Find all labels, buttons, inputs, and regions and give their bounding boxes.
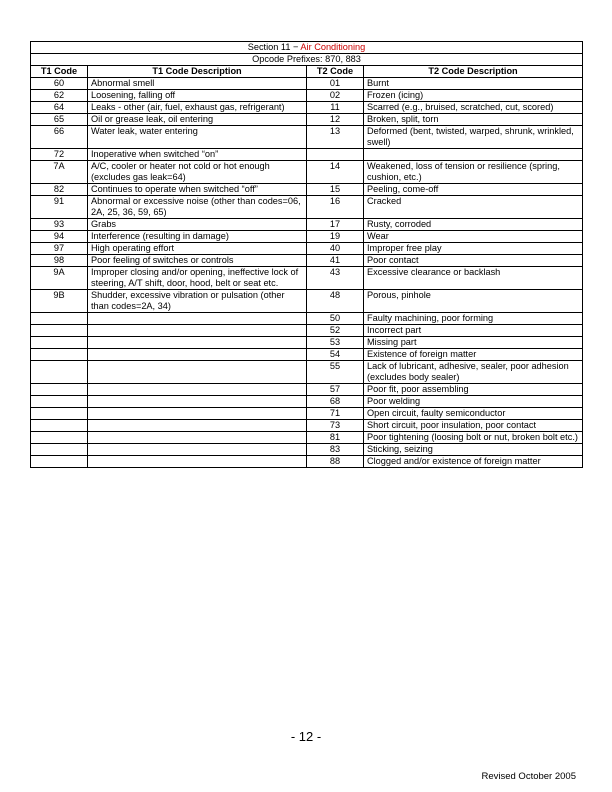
t2-description-cell <box>364 149 583 161</box>
table-row <box>31 184 583 196</box>
t1-description-cell: Shudder, excessive vibration or pulsation (other than codes=2A, 34) <box>88 290 307 313</box>
t2-description-cell: Wear <box>364 231 583 243</box>
table-row <box>31 432 583 444</box>
t2-description-cell: Weakened, loss of tension or resilience (spring, cushion, etc.) <box>364 161 583 184</box>
header-t1-code: T1 Code <box>31 66 88 78</box>
t1-code-cell: 62 <box>31 90 88 102</box>
revised-date: Revised October 2005 <box>481 771 576 782</box>
t2-description-cell: Cracked <box>364 196 583 219</box>
section-title <box>31 42 583 54</box>
t2-description-cell: Faulty machining, poor forming <box>364 313 583 325</box>
t1-code-cell: 66 <box>31 126 88 149</box>
t2-code-cell: 17 <box>307 219 364 231</box>
t1-description-cell: A/C, cooler or heater not cold or hot enough (excludes gas leak=64) <box>88 161 307 184</box>
table-row <box>31 444 583 456</box>
column-header-row <box>31 66 583 78</box>
t2-code-cell: 19 <box>307 231 364 243</box>
t2-description-cell: Poor fit, poor assembling <box>364 384 583 396</box>
table-row <box>31 361 583 384</box>
t2-code-cell: 54 <box>307 349 364 361</box>
t1-code-cell <box>31 456 88 468</box>
section-prefix: Section 11 − <box>247 42 301 52</box>
t2-description-cell: Incorrect part <box>364 325 583 337</box>
t1-code-cell: 9B <box>31 290 88 313</box>
t2-code-cell: 71 <box>307 408 364 420</box>
table-row <box>31 456 583 468</box>
t2-code-cell: 02 <box>307 90 364 102</box>
t2-code-cell: 73 <box>307 420 364 432</box>
table-body <box>31 78 583 468</box>
table-row <box>31 267 583 290</box>
t1-code-cell <box>31 325 88 337</box>
t1-description-cell: Abnormal or excessive noise (other than codes=06, 2A, 25, 36, 59, 65) <box>88 196 307 219</box>
t2-description-cell: Clogged and/or existence of foreign matter <box>364 456 583 468</box>
header-t2-code: T2 Code <box>307 66 364 78</box>
t1-code-cell: 98 <box>31 255 88 267</box>
t1-description-cell <box>88 325 307 337</box>
t2-description-cell: Poor contact <box>364 255 583 267</box>
t1-code-cell <box>31 408 88 420</box>
t1-code-cell: 60 <box>31 78 88 90</box>
t2-code-cell: 55 <box>307 361 364 384</box>
t2-code-cell: 13 <box>307 126 364 149</box>
section-name: Air Conditioning <box>300 42 366 52</box>
t1-description-cell <box>88 361 307 384</box>
t1-description-cell: Grabs <box>88 219 307 231</box>
table-row <box>31 313 583 325</box>
table-row <box>31 290 583 313</box>
section-title-row <box>31 42 583 54</box>
t2-description-cell: Lack of lubricant, adhesive, sealer, poor adhesion (excludes body sealer) <box>364 361 583 384</box>
table-row <box>31 161 583 184</box>
t2-code-cell: 57 <box>307 384 364 396</box>
t1-code-cell: 72 <box>31 149 88 161</box>
t1-code-cell: 97 <box>31 243 88 255</box>
t2-code-cell: 12 <box>307 114 364 126</box>
t2-description-cell: Poor welding <box>364 396 583 408</box>
t1-description-cell <box>88 408 307 420</box>
header-t2-description: T2 Code Description <box>364 66 583 78</box>
t1-code-cell <box>31 337 88 349</box>
t1-description-cell: High operating effort <box>88 243 307 255</box>
header-t1-description: T1 Code Description <box>88 66 307 78</box>
t2-description-cell: Missing part <box>364 337 583 349</box>
t2-description-cell: Porous, pinhole <box>364 290 583 313</box>
t1-description-cell: Water leak, water entering <box>88 126 307 149</box>
t1-description-cell <box>88 396 307 408</box>
table-row <box>31 196 583 219</box>
table-row <box>31 396 583 408</box>
table-row <box>31 126 583 149</box>
t1-description-cell: Improper closing and/or opening, ineffective lock of steering, A/T shift, door, hood, belt or seat etc. <box>88 267 307 290</box>
t1-code-cell <box>31 396 88 408</box>
table-row <box>31 231 583 243</box>
code-table <box>30 41 583 468</box>
t1-description-cell <box>88 384 307 396</box>
t1-description-cell: Poor feeling of switches or controls <box>88 255 307 267</box>
t1-description-cell: Loosening, falling off <box>88 90 307 102</box>
t1-description-cell <box>88 432 307 444</box>
t2-code-cell: 16 <box>307 196 364 219</box>
t1-code-cell: 64 <box>31 102 88 114</box>
t1-code-cell <box>31 432 88 444</box>
t2-description-cell: Short circuit, poor insulation, poor contact <box>364 420 583 432</box>
t1-description-cell: Continues to operate when switched “off” <box>88 184 307 196</box>
t2-description-cell: Poor tightening (loosing bolt or nut, broken bolt etc.) <box>364 432 583 444</box>
t2-code-cell: 40 <box>307 243 364 255</box>
t1-description-cell: Leaks - other (air, fuel, exhaust gas, refrigerant) <box>88 102 307 114</box>
t2-code-cell: 83 <box>307 444 364 456</box>
t2-code-cell <box>307 149 364 161</box>
t2-description-cell: Improper free play <box>364 243 583 255</box>
t1-code-cell <box>31 420 88 432</box>
t1-description-cell: Abnormal smell <box>88 78 307 90</box>
table-row <box>31 255 583 267</box>
t2-description-cell: Scarred (e.g., bruised, scratched, cut, scored) <box>364 102 583 114</box>
table-row <box>31 408 583 420</box>
t2-code-cell: 41 <box>307 255 364 267</box>
table-row <box>31 337 583 349</box>
t1-code-cell <box>31 444 88 456</box>
t1-description-cell: Oil or grease leak, oil entering <box>88 114 307 126</box>
t2-description-cell: Existence of foreign matter <box>364 349 583 361</box>
t1-description-cell <box>88 444 307 456</box>
page-number: - 12 - <box>290 729 322 744</box>
t1-description-cell <box>88 456 307 468</box>
t1-description-cell <box>88 337 307 349</box>
table-row <box>31 90 583 102</box>
table-row <box>31 243 583 255</box>
table-row <box>31 384 583 396</box>
t1-code-cell: 91 <box>31 196 88 219</box>
t2-description-cell: Rusty, corroded <box>364 219 583 231</box>
t2-description-cell: Peeling, come-off <box>364 184 583 196</box>
t2-code-cell: 15 <box>307 184 364 196</box>
t1-description-cell <box>88 313 307 325</box>
t2-code-cell: 43 <box>307 267 364 290</box>
t1-code-cell <box>31 384 88 396</box>
t1-description-cell: Inoperative when switched “on” <box>88 149 307 161</box>
t1-code-cell <box>31 313 88 325</box>
table-row <box>31 219 583 231</box>
t2-code-cell: 68 <box>307 396 364 408</box>
t2-description-cell: Burnt <box>364 78 583 90</box>
t2-description-cell: Broken, split, torn <box>364 114 583 126</box>
t1-description-cell <box>88 349 307 361</box>
t1-code-cell: 65 <box>31 114 88 126</box>
table-row <box>31 149 583 161</box>
opcode-prefixes: Opcode Prefixes: 870, 883 <box>31 54 583 66</box>
t2-code-cell: 52 <box>307 325 364 337</box>
t2-code-cell: 48 <box>307 290 364 313</box>
table-row <box>31 325 583 337</box>
t1-code-cell: 93 <box>31 219 88 231</box>
table-row <box>31 349 583 361</box>
t2-description-cell: Sticking, seizing <box>364 444 583 456</box>
t1-code-cell: 9A <box>31 267 88 290</box>
t1-description-cell: Interference (resulting in damage) <box>88 231 307 243</box>
t2-code-cell: 11 <box>307 102 364 114</box>
t2-description-cell: Frozen (icing) <box>364 90 583 102</box>
t1-code-cell <box>31 361 88 384</box>
t2-description-cell: Open circuit, faulty semiconductor <box>364 408 583 420</box>
t1-code-cell: 94 <box>31 231 88 243</box>
t2-code-cell: 01 <box>307 78 364 90</box>
t2-code-cell: 14 <box>307 161 364 184</box>
t1-code-cell: 7A <box>31 161 88 184</box>
t2-description-cell: Deformed (bent, twisted, warped, shrunk, wrinkled, swell) <box>364 126 583 149</box>
t2-code-cell: 50 <box>307 313 364 325</box>
t1-code-cell: 82 <box>31 184 88 196</box>
t2-code-cell: 53 <box>307 337 364 349</box>
table-row <box>31 102 583 114</box>
t1-description-cell <box>88 420 307 432</box>
t2-code-cell: 81 <box>307 432 364 444</box>
table-row <box>31 114 583 126</box>
t2-code-cell: 88 <box>307 456 364 468</box>
t2-description-cell: Excessive clearance or backlash <box>364 267 583 290</box>
table-row <box>31 78 583 90</box>
table-row <box>31 420 583 432</box>
opcode-prefixes-row <box>31 54 583 66</box>
t1-code-cell <box>31 349 88 361</box>
